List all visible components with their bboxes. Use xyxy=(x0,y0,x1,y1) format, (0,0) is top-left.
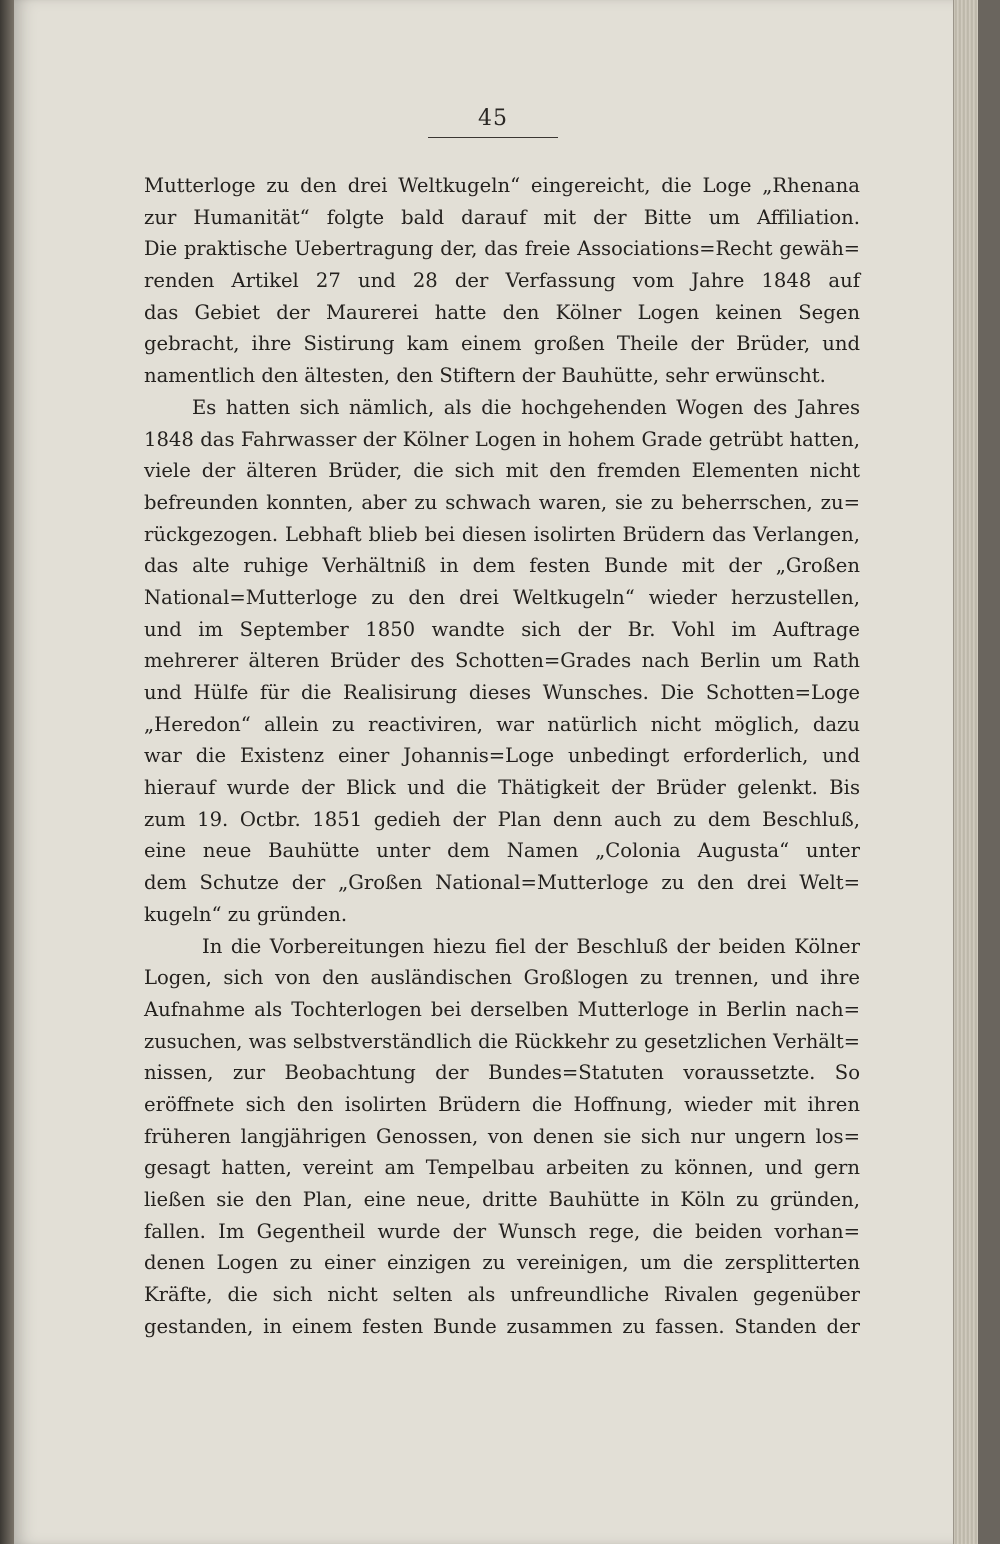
text-line: eine neue Bauhütte unter dem Namen „Colonia Augusta“ unter xyxy=(144,839,860,863)
text-line: zusuchen, was selbstverständlich die Rückkehr zu gesetzlichen Verhält= xyxy=(144,1029,860,1053)
text-line: Die praktische Uebertragung der, das freie Associations=Recht gewäh= xyxy=(144,237,860,261)
text-line: war die Existenz einer Johannis=Loge unbedingt erforderlich, und xyxy=(144,744,860,768)
text-line: Aufnahme als Tochterlogen bei derselben Mutterloge in Berlin nach= xyxy=(144,997,860,1021)
page-edges xyxy=(953,0,978,1544)
text-line: gestanden, in einem festen Bunde zusammen zu fassen. Standen der xyxy=(144,1314,860,1338)
text-line: mehrerer älteren Brüder des Schotten=Grades nach Berlin um Rath xyxy=(144,649,860,673)
text-line: National=Mutterloge zu den drei Weltkugeln“ wieder herzustellen, xyxy=(144,585,860,609)
text-line: rückgezogen. Lebhaft blieb bei diesen isolirten Brüdern das Verlangen, xyxy=(144,522,860,546)
text-line: Kräfte, die sich nicht selten als unfreundliche Rivalen gegenüber xyxy=(144,1283,860,1307)
body-text xyxy=(144,170,860,1342)
text-line: das alte ruhige Verhältniß in dem festen Bunde mit der „Großen xyxy=(144,554,860,578)
text-line: ließen sie den Plan, eine neue, dritte Bauhütte in Köln zu gründen, xyxy=(144,1188,860,1211)
text-line: gebracht, ihre Sistirung kam einem großen Theile der Brüder, und xyxy=(144,332,860,356)
text-line: eröffnete sich den isolirten Brüdern die Hoffnung, wieder mit ihren xyxy=(144,1092,860,1116)
text-line: kugeln“ zu gründen. xyxy=(144,902,348,926)
page-number: 45 xyxy=(478,106,508,131)
text-line: früheren langjährigen Genossen, von denen sie sich nur ungern los= xyxy=(144,1124,860,1148)
text-line: befreunden konnten, aber zu schwach waren, sie zu beherrschen, zu= xyxy=(144,490,860,514)
text-line: zum 19. Octbr. 1851 gedieh der Plan denn auch zu dem Beschluß, xyxy=(144,807,860,831)
text-line: denen Logen zu einer einzigen zu vereinigen, um die zersplitterten xyxy=(144,1251,860,1275)
text-line: In die Vorbereitungen hiezu fiel der Beschluß der beiden Kölner xyxy=(202,934,860,958)
text-line: zur Humanität“ folgte bald darauf mit der Bitte um Affiliation. xyxy=(144,205,860,229)
text-line: nissen, zur Beobachtung der Bundes=Statuten voraussetzte. So xyxy=(144,1061,860,1085)
text-line: renden Artikel 27 und 28 der Verfassung vom Jahre 1848 auf xyxy=(144,269,860,293)
text-line: und Hülfe für die Realisirung dieses Wunsches. Die Schotten=Loge xyxy=(144,681,860,704)
text-line: 1848 das Fahrwasser der Kölner Logen in hohem Grade getrübt hatten, xyxy=(144,427,860,451)
text-line: gesagt hatten, vereint am Tempelbau arbeiten zu können, und gern xyxy=(144,1156,860,1180)
text-line: Logen, sich von den ausländischen Großlogen zu trennen, und ihre xyxy=(144,966,860,990)
text-line: das Gebiet der Maurerei hatte den Kölner Logen keinen Segen xyxy=(144,300,860,324)
text-line: dem Schutze der „Großen National=Mutterloge zu den drei Welt= xyxy=(144,871,860,895)
text-line: hierauf wurde der Blick und die Thätigkeit der Brüder gelenkt. Bis xyxy=(144,776,860,800)
text-line: viele der älteren Brüder, die sich mit den fremden Elementen nicht xyxy=(144,459,860,483)
text-line: und im September 1850 wandte sich der Br. Vohl im Auftrage xyxy=(144,617,860,641)
text-line: Es hatten sich nämlich, als die hochgehenden Wogen des Jahres xyxy=(192,395,860,419)
text-line: „Heredon“ allein zu reactiviren, war natürlich nicht möglich, dazu xyxy=(144,712,860,736)
text-line: fallen. Im Gegentheil wurde der Wunsch rege, die beiden vorhan= xyxy=(144,1219,860,1243)
header-rule xyxy=(428,137,558,138)
text-line: namentlich den ältesten, den Stiftern der Bauhütte, sehr erwünscht. xyxy=(144,364,826,388)
text-line: Mutterloge zu den drei Weltkugeln“ eingereicht, die Loge „Rhenana xyxy=(144,174,860,197)
